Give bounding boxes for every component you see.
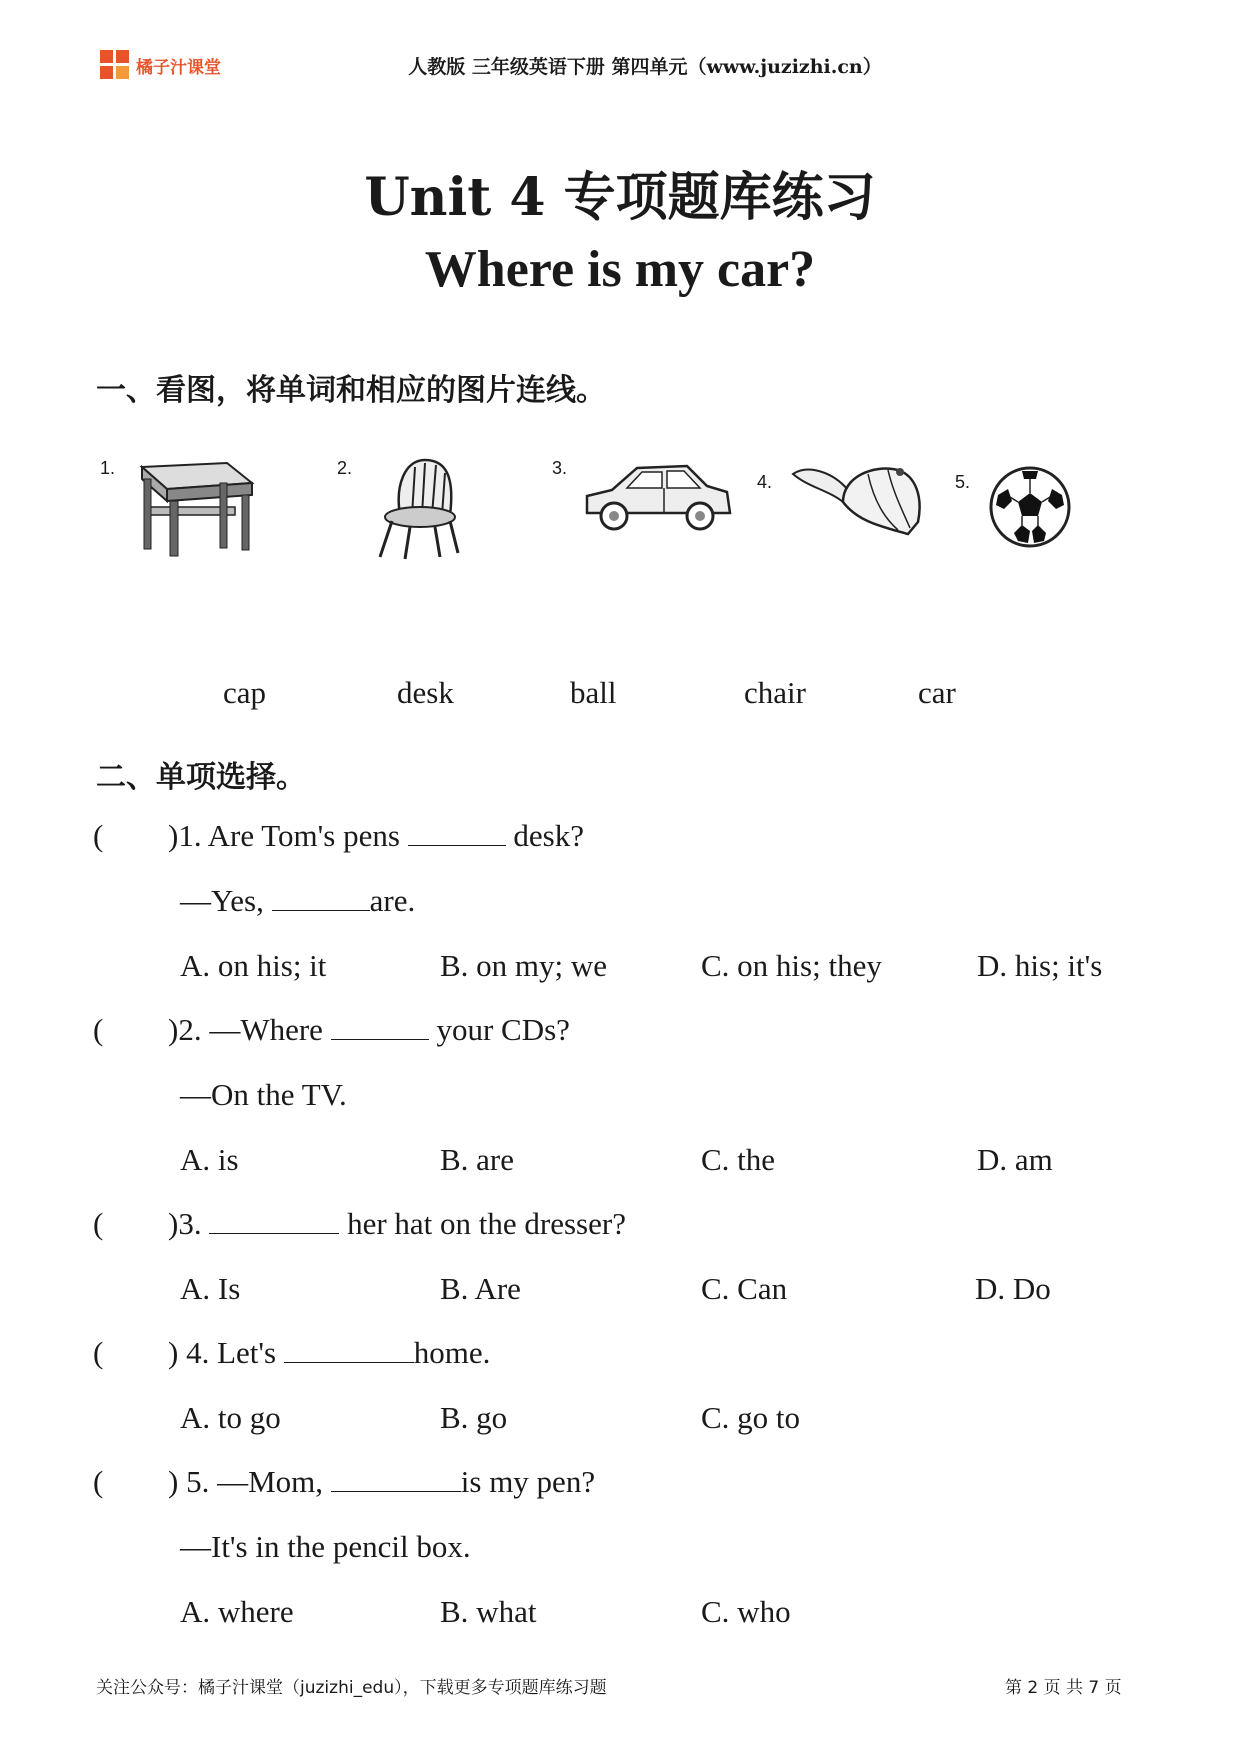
answer-paren: ( [93, 1012, 104, 1047]
question-2 [168, 1012, 570, 1048]
question-text: Let's [217, 1335, 277, 1370]
option-c: C. on his; they [701, 948, 882, 983]
question-3 [168, 1206, 626, 1242]
option-b: B. what [440, 1594, 537, 1629]
answer-blank[interactable] [331, 1013, 429, 1040]
question-text: —Where [209, 1012, 323, 1047]
question-number: ) 5. [168, 1464, 210, 1499]
option-d: D. Do [975, 1271, 1051, 1306]
option-b: B. on my; we [440, 948, 608, 983]
option-b: B. are [440, 1142, 515, 1177]
picture-number: 1. [100, 458, 116, 478]
reply-text: —Yes, [180, 883, 264, 918]
desk-icon [132, 455, 257, 560]
page-header: 人教版 三年级英语下册 第四单元（www.juzizhi.cn） [408, 56, 882, 78]
question-text: Are Tom's pens [207, 818, 400, 853]
question-text: is my pen? [460, 1464, 596, 1499]
question-text: —Mom, [217, 1464, 324, 1499]
question-text: desk? [513, 818, 584, 853]
word-ball: ball [570, 675, 617, 710]
answer-blank[interactable] [209, 1207, 339, 1234]
option-a: A. on his; it [180, 948, 327, 983]
picture-number: 5. [955, 472, 971, 492]
ball-icon [988, 465, 1072, 549]
option-c: C. go to [701, 1400, 801, 1435]
logo-text: 橘子汁课堂 [136, 57, 221, 78]
option-c: C. the [701, 1142, 776, 1177]
answer-blank[interactable] [408, 819, 506, 846]
question-number: )2. [168, 1012, 202, 1047]
page-subtitle: Where is my car? [424, 241, 816, 298]
cap-icon [788, 462, 923, 542]
word-chair: chair [744, 675, 806, 710]
car-icon [582, 458, 732, 533]
answer-paren: ( [93, 1206, 104, 1241]
picture-number: 2. [337, 458, 353, 478]
question-text: home. [413, 1335, 491, 1370]
reply-text: are. [369, 883, 416, 918]
picture-number: 4. [757, 472, 773, 492]
question-1 [168, 818, 584, 854]
option-a: A. where [180, 1594, 294, 1629]
question-5 [168, 1464, 595, 1500]
option-a: A. to go [180, 1400, 281, 1435]
footer-note: 关注公众号：橘子汁课堂（juzizhi_edu），下载更多专项题库练习题 [96, 1678, 607, 1698]
answer-paren: ( [93, 1335, 104, 1370]
option-c: C. who [701, 1594, 791, 1629]
answer-blank[interactable] [284, 1336, 414, 1363]
question-2-reply: —On the TV. [180, 1077, 347, 1112]
question-4 [168, 1335, 490, 1371]
answer-blank[interactable] [331, 1465, 461, 1492]
question-5-reply: —It's in the pencil box. [180, 1529, 471, 1564]
question-text: her hat on the dresser? [347, 1206, 626, 1241]
question-number: )3. [168, 1206, 202, 1241]
page-title: Unit 4 专项题库练习 [364, 167, 876, 228]
option-c: C. Can [701, 1271, 788, 1306]
question-1-reply [180, 883, 415, 919]
section1-heading: 一、看图，将单词和相应的图片连线。 [96, 373, 606, 408]
answer-paren: ( [93, 1464, 104, 1499]
word-desk: desk [397, 675, 454, 710]
section2-heading: 二、单项选择。 [96, 760, 306, 795]
option-a: A. is [180, 1142, 239, 1177]
question-number: ) 4. [168, 1335, 210, 1370]
option-d: D. am [977, 1142, 1053, 1177]
word-car: car [918, 675, 956, 710]
word-cap: cap [223, 675, 267, 710]
question-text: your CDs? [436, 1012, 570, 1047]
option-b: B. Are [440, 1271, 521, 1306]
chair-icon [370, 455, 470, 560]
picture-number: 3. [552, 458, 568, 478]
answer-paren: ( [93, 818, 104, 853]
option-a: A. Is [180, 1271, 241, 1306]
option-d: D. his; it's [977, 948, 1103, 983]
answer-blank[interactable] [272, 884, 370, 911]
option-b: B. go [440, 1400, 508, 1435]
question-number: )1. [168, 818, 202, 853]
page-number: 第 2 页 共 7 页 [1005, 1678, 1122, 1698]
